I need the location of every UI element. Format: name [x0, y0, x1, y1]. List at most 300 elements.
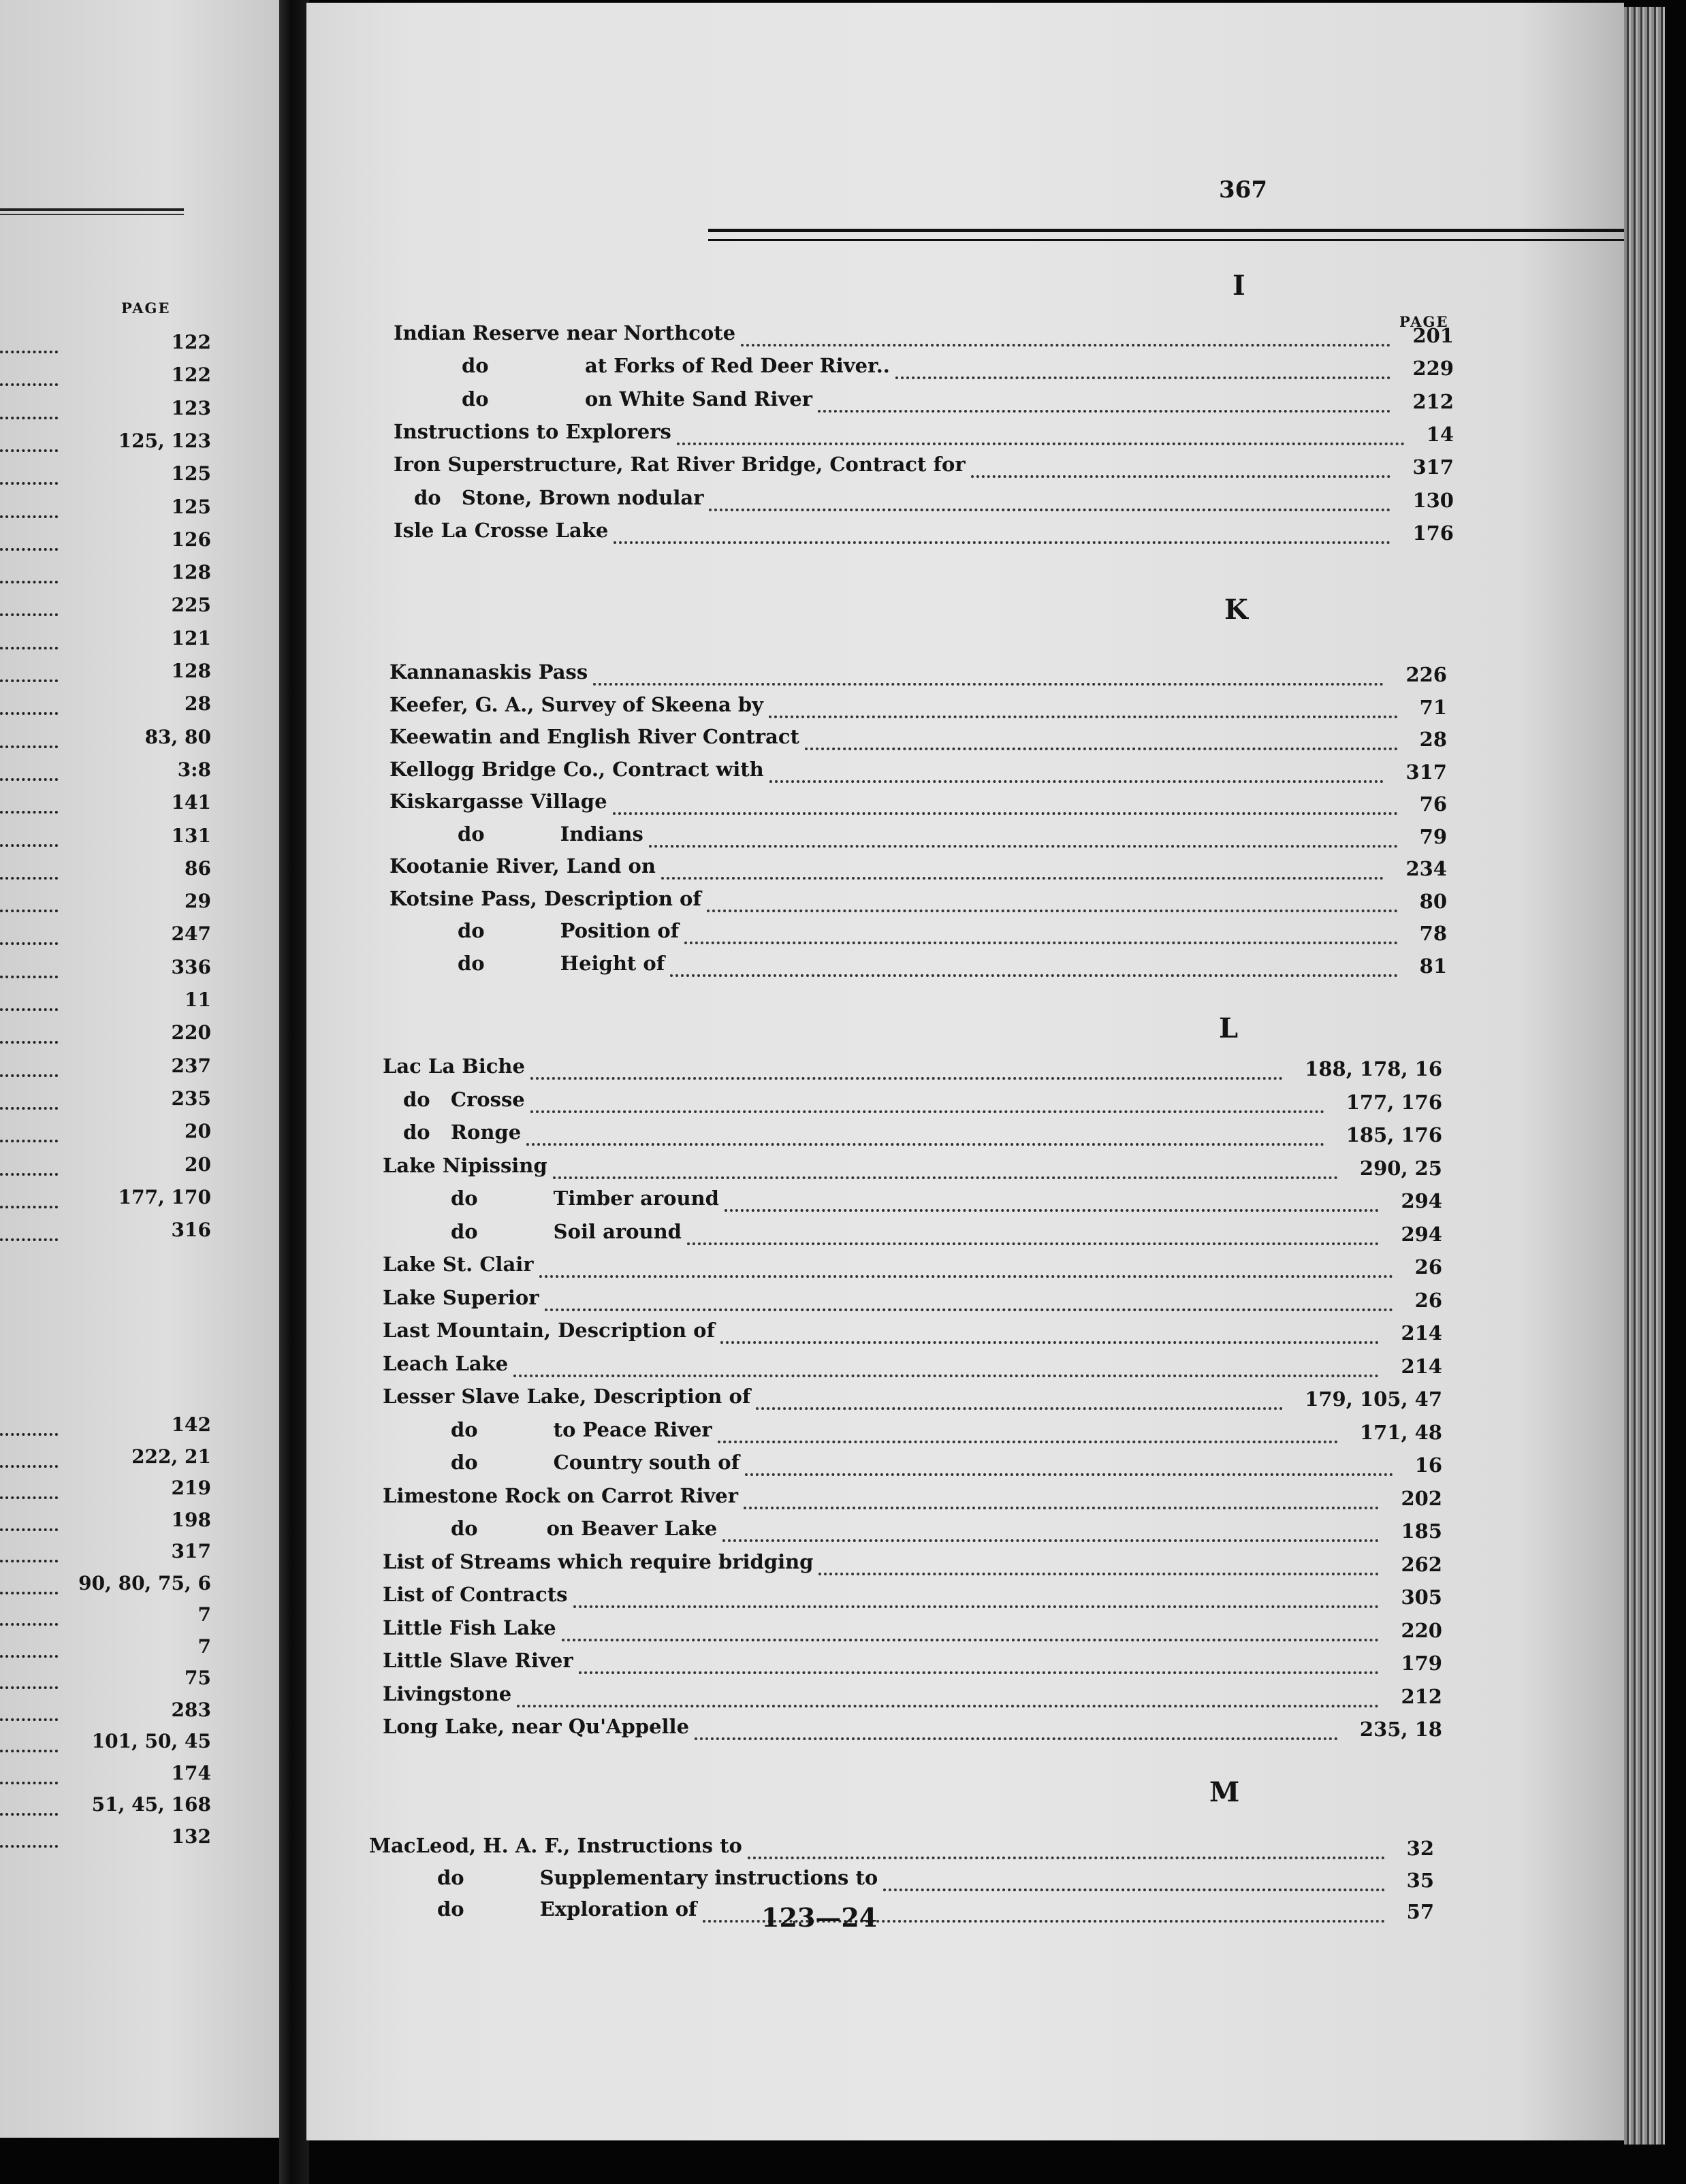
dot-leader	[670, 974, 1397, 977]
left-page-row	[0, 756, 211, 787]
left-page-row	[0, 1822, 211, 1854]
left-page-number: 86	[185, 856, 211, 880]
index-entry	[383, 1154, 1442, 1187]
dot-leader	[805, 748, 1398, 750]
index-entry	[383, 1055, 1442, 1087]
left-page-number: 219	[171, 1477, 211, 1499]
dot-leader	[0, 1465, 58, 1468]
page-number: 367	[1219, 176, 1267, 204]
dot-leader	[0, 1238, 58, 1241]
left-page-row	[0, 788, 211, 820]
left-page-row	[0, 854, 211, 886]
index-entry	[383, 1682, 1442, 1715]
entry-label: Kiskargasse Village	[389, 790, 607, 813]
left-page-row	[0, 1474, 211, 1505]
dot-leader	[0, 1008, 58, 1011]
dot-leader	[0, 383, 58, 386]
left-page-number: 317	[171, 1540, 211, 1562]
dot-leader	[0, 745, 58, 748]
page-column-label: PAGE	[1399, 313, 1449, 330]
left-page-row	[0, 1569, 211, 1601]
left-facing-page	[0, 0, 279, 2138]
entry-label: do Height of	[458, 951, 665, 975]
dot-leader	[769, 780, 1384, 783]
dot-leader	[818, 1573, 1379, 1575]
left-page-number: 237	[171, 1054, 211, 1077]
left-page-number: 142	[171, 1413, 211, 1436]
dot-leader	[513, 1375, 1379, 1377]
entry-page-number: 294	[1401, 1222, 1442, 1246]
entry-label: Lesser Slave Lake, Description of	[383, 1385, 751, 1408]
dot-leader	[0, 1655, 58, 1658]
dot-leader	[725, 1209, 1380, 1212]
left-page-number: 20	[185, 1153, 211, 1176]
left-page-row	[0, 723, 211, 754]
entry-label: List of Streams which require bridging	[383, 1549, 814, 1573]
entry-label: Long Lake, near Qu'Appelle	[383, 1715, 690, 1738]
section-letter: M	[1209, 1776, 1240, 1808]
entry-label: do on White Sand River	[462, 387, 812, 411]
index-entry	[451, 1220, 1442, 1253]
dot-leader	[0, 449, 58, 452]
entry-page-number: 188, 178, 16	[1305, 1057, 1442, 1080]
dot-leader	[0, 1496, 58, 1499]
entry-label: Kannanaskis Pass	[389, 660, 588, 684]
left-page-number: 174	[171, 1761, 211, 1784]
left-page-number: 225	[171, 594, 211, 617]
dot-leader	[0, 679, 58, 682]
dot-leader	[562, 1639, 1380, 1641]
dot-leader	[0, 712, 58, 715]
dot-leader	[0, 942, 58, 945]
left-page-row	[0, 427, 211, 458]
entry-label: List of Contracts	[383, 1583, 568, 1606]
index-entry	[383, 1616, 1442, 1649]
entry-page-number: 28	[1419, 728, 1447, 751]
index-entry	[451, 1187, 1442, 1219]
entry-label: do to Peace River	[451, 1417, 712, 1441]
index-entry	[389, 758, 1447, 790]
left-page-number: 51, 45, 168	[91, 1793, 211, 1816]
dot-leader	[895, 376, 1391, 379]
left-page-row	[0, 1183, 211, 1215]
left-page-row	[0, 887, 211, 918]
index-entry	[383, 1385, 1442, 1417]
left-page-row	[0, 361, 211, 392]
entry-page-number: 229	[1412, 357, 1454, 381]
entry-page-number: 305	[1401, 1586, 1442, 1609]
left-page-row	[0, 1727, 211, 1759]
entry-label: do Soil around	[451, 1219, 682, 1243]
index-entry	[389, 660, 1447, 693]
left-page-number: 123	[171, 396, 211, 419]
entry-page-number: 235, 18	[1359, 1718, 1442, 1741]
entry-label: Keewatin and English River Contract	[389, 725, 799, 748]
index-entry	[437, 1897, 1434, 1930]
left-page-row	[0, 1537, 211, 1569]
left-page-number: 122	[171, 331, 211, 353]
dot-leader	[613, 812, 1398, 815]
left-page-number: 29	[185, 890, 211, 913]
dot-leader	[0, 844, 58, 847]
dot-leader	[0, 1206, 58, 1208]
dot-leader	[0, 1718, 58, 1721]
left-page-row	[0, 1696, 211, 1727]
entry-label: Kotsine Pass, Description of	[389, 886, 701, 910]
index-entry	[394, 321, 1454, 354]
dot-leader	[0, 482, 58, 485]
entry-page-number: 81	[1419, 954, 1447, 978]
index-entry	[383, 1319, 1442, 1351]
entry-label: MacLeod, H. A. F., Instructions to	[369, 1834, 742, 1857]
header-double-rule	[708, 229, 1624, 241]
dot-leader	[687, 1242, 1380, 1245]
left-page-number: 128	[171, 561, 211, 584]
dot-leader	[526, 1143, 1324, 1146]
entry-page-number: 14	[1426, 422, 1454, 446]
dot-leader	[971, 475, 1391, 478]
entry-label: Little Fish Lake	[383, 1616, 556, 1639]
index-entry	[383, 1352, 1442, 1385]
entry-label: Lac La Biche	[383, 1055, 525, 1078]
dot-leader	[661, 877, 1384, 880]
left-page-number: 132	[171, 1825, 211, 1848]
entry-page-number: 179	[1401, 1652, 1442, 1675]
dot-leader	[707, 910, 1398, 912]
entry-page-number: 262	[1401, 1552, 1442, 1576]
index-entry	[458, 822, 1447, 855]
left-page-row	[0, 624, 211, 656]
dot-leader	[818, 410, 1390, 413]
dot-leader	[545, 1308, 1393, 1311]
dot-leader	[0, 1528, 58, 1531]
page-stack-edge	[1624, 7, 1665, 2145]
entry-page-number: 185, 176	[1346, 1123, 1442, 1146]
left-page-row	[0, 1216, 211, 1247]
entry-label: Leach Lake	[383, 1351, 509, 1375]
left-page-row	[0, 1411, 211, 1442]
index-entry	[394, 519, 1454, 551]
left-page-number: 336	[171, 955, 211, 978]
entry-label: Lake Superior	[383, 1285, 539, 1309]
entry-page-number: 26	[1414, 1255, 1442, 1279]
entry-page-number: 185	[1401, 1520, 1442, 1543]
entry-page-number: 234	[1405, 857, 1447, 880]
left-page-row	[0, 1664, 211, 1695]
left-page-number: 126	[171, 528, 211, 551]
left-page-row	[0, 953, 211, 984]
entry-page-number: 71	[1419, 695, 1447, 719]
dot-leader	[0, 1433, 58, 1436]
index-entry	[383, 1715, 1442, 1748]
entry-label: Kellogg Bridge Co., Contract with	[389, 757, 764, 781]
dot-leader	[530, 1110, 1324, 1113]
entry-label: do Ronge	[403, 1121, 522, 1144]
left-page-number: 3:8	[177, 758, 211, 781]
left-page-row	[0, 493, 211, 524]
dot-leader	[744, 1507, 1379, 1509]
left-page-row	[0, 1759, 211, 1790]
entry-label: do Stone, Brown nodular	[414, 485, 704, 509]
dot-leader	[0, 1845, 58, 1848]
entry-label: Limestone Rock on Carrot River	[383, 1483, 739, 1507]
index-entry	[451, 1418, 1442, 1451]
entry-page-number: 80	[1419, 889, 1447, 913]
left-page-row	[0, 1052, 211, 1083]
left-page-number: 247	[171, 922, 211, 946]
index-page	[306, 3, 1624, 2140]
entry-page-number: 202	[1401, 1486, 1442, 1510]
dot-leader	[0, 515, 58, 518]
index-entry	[383, 1550, 1442, 1583]
index-entry	[451, 1451, 1442, 1483]
entry-page-number: 179, 105, 47	[1305, 1387, 1442, 1411]
left-page-number: 83, 80	[144, 725, 211, 748]
entry-page-number: 171, 48	[1359, 1420, 1442, 1444]
dot-leader	[720, 1341, 1379, 1344]
entry-page-number: 290, 25	[1359, 1156, 1442, 1180]
left-page-row	[0, 1018, 211, 1050]
section-letter: K	[1224, 594, 1248, 626]
entry-page-number: 177, 176	[1346, 1090, 1442, 1114]
index-entry	[389, 790, 1447, 822]
entry-page-number: 130	[1412, 488, 1454, 512]
dot-leader	[0, 976, 58, 978]
entry-label: do Supplementary instructions to	[437, 1865, 878, 1889]
left-page-row	[0, 1085, 211, 1116]
dot-leader	[0, 647, 58, 649]
entry-label: Indian Reserve near Northcote	[394, 321, 736, 344]
dot-leader	[0, 811, 58, 814]
entry-page-number: 57	[1406, 1900, 1434, 1923]
entry-label: do Position of	[458, 919, 680, 942]
signature-mark: 123—24	[761, 1902, 878, 1933]
left-page-row	[0, 1633, 211, 1664]
dot-leader	[0, 351, 58, 353]
dot-leader	[593, 683, 1384, 686]
index-entry	[437, 1866, 1434, 1899]
left-page-number: 125	[171, 495, 211, 518]
entry-label: do Indians	[458, 822, 643, 846]
left-page-number: 101, 50, 45	[91, 1730, 211, 1752]
dot-leader	[614, 541, 1390, 544]
left-page-row	[0, 558, 211, 590]
entry-page-number: 214	[1401, 1354, 1442, 1378]
entry-page-number: 79	[1419, 824, 1447, 848]
left-page-number: 122	[171, 364, 211, 387]
left-page-number: 125, 123	[118, 429, 211, 452]
entry-page-number: 226	[1405, 663, 1447, 686]
left-page-row	[0, 460, 211, 491]
entry-page-number: 76	[1419, 792, 1447, 816]
left-page-row	[0, 591, 211, 622]
dot-leader	[718, 1441, 1338, 1443]
index-entry	[383, 1253, 1442, 1285]
entry-label: Isle La Crosse Lake	[394, 518, 609, 542]
entry-label: do on Beaver Lake	[451, 1517, 718, 1540]
entry-label: Lake Nipissing	[383, 1153, 547, 1177]
index-entry	[403, 1088, 1442, 1121]
dot-leader	[741, 344, 1390, 347]
index-entry	[389, 725, 1447, 758]
section-letter: L	[1219, 1012, 1239, 1044]
left-page-row	[0, 328, 211, 359]
dot-leader	[0, 877, 58, 880]
left-page-number: 222, 21	[131, 1445, 211, 1468]
entry-page-number: 16	[1414, 1454, 1442, 1477]
left-page-label: PAGE	[121, 300, 171, 317]
left-page-row	[0, 920, 211, 951]
dot-leader	[0, 1041, 58, 1044]
dot-leader	[0, 581, 58, 583]
dot-leader	[0, 1107, 58, 1110]
dot-leader	[769, 716, 1398, 718]
book-spine	[279, 0, 309, 2184]
left-page-number: 28	[185, 692, 211, 716]
dot-leader	[0, 548, 58, 551]
entry-page-number: 176	[1412, 521, 1454, 545]
dot-leader	[0, 778, 58, 781]
left-page-number: 90, 80, 75, 6	[78, 1571, 211, 1594]
left-page-row	[0, 1443, 211, 1474]
dot-leader	[0, 1140, 58, 1142]
left-page-number: 20	[185, 1120, 211, 1143]
dot-leader	[539, 1275, 1393, 1278]
left-page-row	[0, 394, 211, 425]
left-page-row	[0, 1117, 211, 1149]
dot-leader	[0, 417, 58, 419]
dot-leader	[722, 1539, 1379, 1542]
left-page-number: 75	[185, 1667, 211, 1689]
dot-leader	[0, 1173, 58, 1176]
dot-leader	[573, 1605, 1380, 1608]
dot-leader	[748, 1857, 1385, 1859]
entry-label: do at Forks of Red Deer River..	[462, 354, 890, 378]
index-entry	[389, 887, 1447, 920]
dot-leader	[695, 1737, 1338, 1740]
dot-leader	[0, 1592, 58, 1594]
dot-leader	[709, 509, 1390, 511]
left-page-row	[0, 1790, 211, 1822]
left-page-number: 220	[171, 1021, 211, 1044]
entry-label: Keefer, G. A., Survey of Skeena by	[389, 692, 763, 716]
entry-page-number: 212	[1412, 389, 1454, 413]
index-entry	[394, 420, 1454, 453]
entry-page-number: 35	[1406, 1868, 1434, 1892]
left-page-rule	[0, 208, 184, 215]
entry-label: Lake St. Clair	[383, 1253, 534, 1276]
entry-label: Little Slave River	[383, 1649, 573, 1672]
left-page-number: 7	[197, 1635, 211, 1658]
entry-label: Livingstone	[383, 1682, 512, 1705]
dot-leader	[649, 845, 1398, 848]
left-page-number: 7	[197, 1603, 211, 1626]
left-page-number: 177, 170	[118, 1185, 211, 1208]
index-entry	[383, 1286, 1442, 1319]
dot-leader	[756, 1407, 1283, 1410]
dot-leader	[0, 1560, 58, 1562]
left-page-number: 121	[171, 626, 211, 649]
left-page-row	[0, 822, 211, 853]
index-entry	[458, 919, 1447, 952]
entry-page-number: 294	[1401, 1189, 1442, 1213]
entry-page-number: 32	[1406, 1837, 1434, 1860]
left-page-number: 131	[171, 824, 211, 847]
dot-leader	[0, 613, 58, 616]
dot-leader	[0, 1623, 58, 1626]
left-page-row	[0, 657, 211, 688]
entry-label: do Exploration of	[437, 1897, 697, 1921]
left-page-number: 128	[171, 660, 211, 682]
index-entry	[389, 854, 1447, 887]
dot-leader	[883, 1889, 1384, 1891]
left-page-number: 141	[171, 791, 211, 814]
entry-label: Kootanie River, Land on	[389, 854, 656, 878]
index-entry	[369, 1834, 1434, 1867]
dot-leader	[0, 910, 58, 912]
dot-leader	[677, 443, 1405, 445]
dot-leader	[553, 1176, 1338, 1179]
index-entry	[414, 486, 1454, 519]
entry-page-number: 26	[1414, 1288, 1442, 1312]
entry-label: Iron Superstructure, Rat River Bridge, Contract for	[394, 453, 966, 477]
entry-label: Instructions to Explorers	[394, 419, 671, 443]
index-entry	[403, 1121, 1442, 1153]
left-page-row	[0, 1601, 211, 1632]
entry-label: do Crosse	[403, 1087, 525, 1111]
dot-leader	[0, 1782, 58, 1784]
left-page-number: 11	[185, 989, 211, 1011]
left-page-row	[0, 986, 211, 1017]
section-letter: I	[1232, 270, 1245, 302]
index-entry	[462, 354, 1454, 387]
index-entry	[451, 1517, 1442, 1549]
entry-page-number: 317	[1412, 455, 1454, 479]
entry-label: do Timber around	[451, 1187, 719, 1210]
dot-leader	[579, 1671, 1380, 1674]
left-page-number: 198	[171, 1508, 211, 1531]
left-page-number: 283	[171, 1698, 211, 1721]
index-entry	[383, 1649, 1442, 1682]
index-entry	[394, 453, 1454, 485]
index-entry	[383, 1583, 1442, 1616]
index-entry	[383, 1484, 1442, 1517]
entry-page-number: 212	[1401, 1684, 1442, 1708]
entry-page-number: 214	[1401, 1321, 1442, 1345]
left-page-number: 125	[171, 462, 211, 485]
dot-leader	[0, 1813, 58, 1816]
left-page-row	[0, 690, 211, 721]
dot-leader	[684, 942, 1397, 944]
entry-label: do Country south of	[451, 1451, 740, 1474]
dot-leader	[0, 1750, 58, 1752]
entry-page-number: 201	[1412, 324, 1454, 347]
entry-label: Last Mountain, Description of	[383, 1319, 716, 1342]
dot-leader	[517, 1705, 1379, 1707]
index-entry	[462, 387, 1454, 420]
left-page-row	[0, 1506, 211, 1537]
entry-page-number: 317	[1405, 760, 1447, 784]
left-page-number: 316	[171, 1219, 211, 1242]
left-page-row	[0, 1151, 211, 1182]
index-entry	[389, 693, 1447, 726]
entry-page-number: 220	[1401, 1618, 1442, 1642]
left-page-number: 235	[171, 1087, 211, 1110]
dot-leader	[0, 1686, 58, 1689]
entry-page-number: 78	[1419, 922, 1447, 945]
dot-leader	[0, 1074, 58, 1077]
left-page-row	[0, 526, 211, 557]
